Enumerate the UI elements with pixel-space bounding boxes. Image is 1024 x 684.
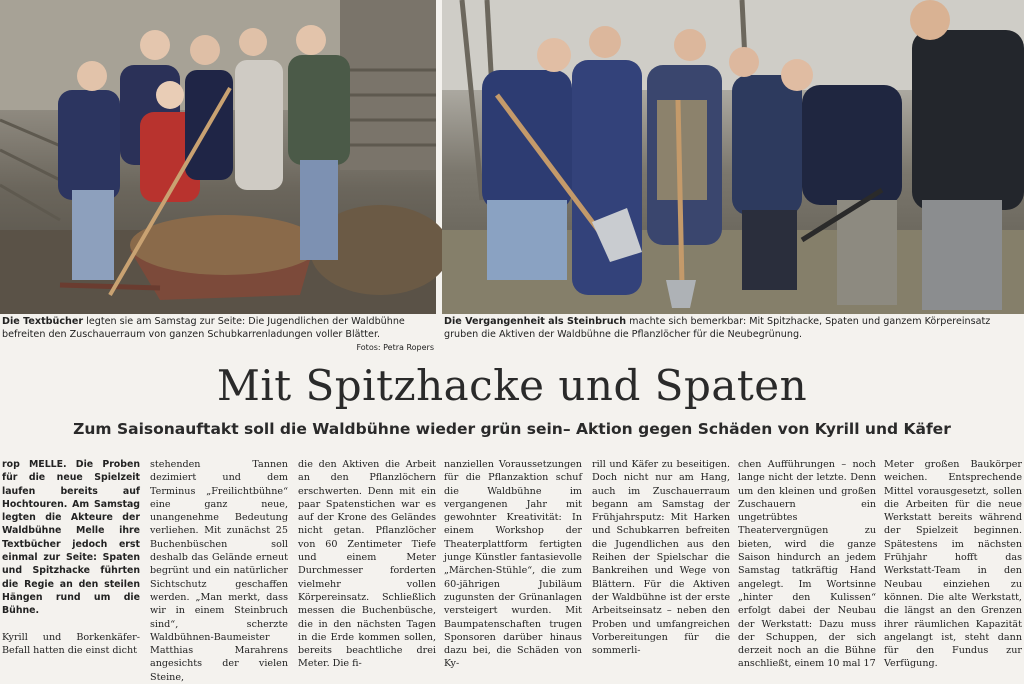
photo-caption-left [2,316,434,355]
article-subheadline: Zum Saisonauftakt soll die Waldbühne wieder grün sein– Aktion gegen Schäden von Kyrill und Käfer [73,420,951,438]
article-column-3 [298,458,436,670]
article-column-1 [2,458,140,656]
photo-credit: Fotos: Petra Ropers [356,343,434,352]
column-text: stehenden Tannen dezimiert und dem Terminus „Freilichtbühne“ eine ganz neue, unangenehme Bedeutung verliehen. Mit zunächst 25 Buchenbüschen soll deshalb das Gelände erneut begrünt und ein natürlicher Sichtschutz geschaffen werden. „Man merkt, dass wir in einem Steinbruch sind“, scherzte Waldbühnen-Baumeister Matthias Marahrens angesichts der vielen Steine, [150,459,288,683]
column-text: die den Aktiven die Arbeit an den Pflanzlöchern erschwerten. Denn mit ein paar Spatenstichen war es auf der Krone des Geländes nicht getan. Pflanzlöcher von 60 Zentimeter Tiefe und einem Meter Durchmesser forderten vielmehr vollen Körpereinsatz. Schließlich messen die Buchenbüsche, die in den nächsten Tagen in die Erde kommen sollen, bereits beachtliche drei Meter. Die fi- [298,459,436,670]
article-column-5 [592,458,730,657]
article-column-2 [150,458,288,683]
column-text: Kyrill und Borkenkäfer-Befall hatten die einst dicht [2,631,140,656]
caption-left-bold: Die Textbücher [2,316,84,327]
article-headline: Mit Spitzhacke und Spaten [216,361,808,410]
column-text: nanziellen Voraussetzungen für die Pflanzaktion schuf die Waldbühne im vergangenen Jahr mit gewohnter Kreativität: In einem Workshop der Theaterplattform fertigten junge Künstler fantasievolle „Märchen-Stühle“, die zum 60-jährigen Jubiläum zugunsten der Grünanlagen versteigert wurden. Mit Baumpatenschaften trugen Sponsoren darüber hinaus dazu bei, die Schäden von Ky- [444,459,582,670]
photo-youth-group [0,0,436,314]
column-text: Meter großen Baukörper weichen. Entsprechende Mittel vorausgesetzt, sollen die Arbeiten für die neue Werkstatt bereits während der Spielzeit beginnen. Spätestens im nächsten Frühjahr hofft das Werkstatt-Team in den Neubau einziehen zu können. Die alte Werkstatt, die längst an den Grenzen ihrer räumlichen Kapazität angelangt ist, steht dann für den Fundus zur Verfügung. [884,459,1022,670]
photo-adults-illustration [442,0,1024,314]
article-column-4 [444,458,582,670]
article-lead: rop MELLE. Die Proben für die neue Spielzeit laufen bereits auf Hochtouren. Am Samstag legten die Akteure der Waldbühne Melle ihre Textbücher jedoch erst einmal zur Seite: Spaten und Spitzhacke führten die Regie an den steilen Hängen rund um die Bühne. [2,459,140,617]
article-column-7 [884,458,1022,670]
caption-left-text: legten sie am Samstag zur Seite: Die Jugendlichen der Waldbühne befreiten den Zuschauerraum von ganzen Schubkarrenladungen voller Blätter. [2,316,405,340]
photo-youth-illustration [0,0,436,314]
caption-right-bold: Die Vergangenheit als Steinbruch [444,316,627,327]
article-column-6 [738,458,876,670]
photo-adults-digging [442,0,1024,314]
column-text: rill und Käfer zu beseitigen. Doch nicht nur am Hang, auch im Zuschauerraum begann am Samstag der Frühjahrsputz: Mit Harken und Schubkarren befreiten die Jugendlichen aus den Reihen der Spielschar die Bankreihen und Wege von Blättern. Für die Aktiven der Waldbühne ist der erste Arbeitseinsatz – neben den Proben und umfangreichen Vorbereitungen für die sommerli- [592,459,730,657]
caption-right-text: machte sich bemerkbar: Mit Spitzhacke, Spaten und ganzem Körpereinsatz gruben die Aktiven der Waldbühne die Pflanzlöcher für die Neubegrünung. [444,316,991,340]
photo-caption-right [444,316,1022,341]
column-text: chen Aufführungen – noch lange nicht der letzte. Denn um den kleinen und großen Zuschauern ein ungetrübtes Theatervergnügen zu bieten, wird die ganze Saison hindurch an jedem Samstag tatkräftig Hand angelegt. Im Wortsinne „hinter den Kulissen“ erfolgt dabei der Neubau der Werkstatt: Dazu muss der Schuppen, der sich derzeit noch an die Bühne anschließt, einem 10 mal 17 [738,459,876,670]
